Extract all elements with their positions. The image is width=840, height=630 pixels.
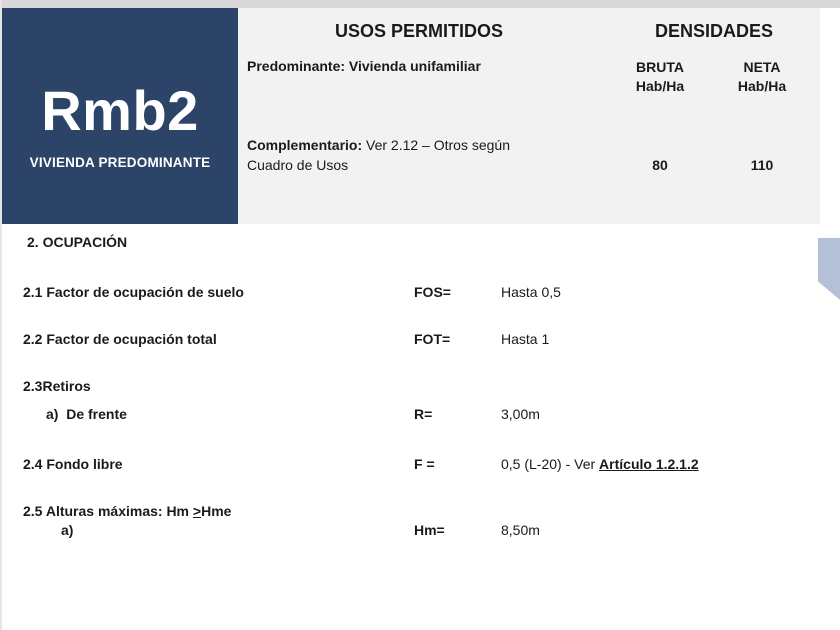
hm-value: 8,50m bbox=[501, 522, 540, 538]
predominante-text: Predominante: Vivienda unifamiliar bbox=[247, 58, 481, 74]
bruta-unit: Hab/Ha bbox=[635, 78, 685, 94]
alturas-label-pre: 2.5 Alturas máximas: Hm bbox=[23, 503, 193, 519]
neta-value: 110 bbox=[750, 157, 774, 173]
retiro-frente-value: 3,00m bbox=[501, 406, 540, 422]
retiro-frente-label: a) De frente bbox=[46, 406, 127, 422]
bruta-value: 80 bbox=[652, 157, 668, 173]
decorative-corner-shape bbox=[818, 238, 840, 300]
bruta-header bbox=[622, 58, 698, 96]
retiros-label: 2.3Retiros bbox=[23, 378, 91, 394]
fos-label: 2.1 Factor de ocupación de suelo bbox=[23, 284, 244, 300]
neta-header bbox=[724, 58, 800, 96]
fot-code: FOT= bbox=[414, 331, 451, 347]
bruta-label: BRUTA bbox=[636, 59, 684, 75]
zone-code: Rmb2 bbox=[41, 79, 199, 142]
fondo-libre-label: 2.4 Fondo libre bbox=[23, 456, 123, 472]
articulo-link[interactable]: Artículo 1.2.1.2 bbox=[599, 456, 699, 472]
altura-a-label: a) bbox=[61, 522, 74, 538]
fot-label: 2.2 Factor de ocupación total bbox=[23, 331, 217, 347]
complementario-line-1 bbox=[247, 137, 510, 153]
complementario-label: Complementario: bbox=[247, 137, 363, 153]
neta-label: NETA bbox=[743, 59, 781, 75]
alturas-label-post: Hme bbox=[201, 503, 232, 519]
fos-code: FOS= bbox=[414, 284, 451, 300]
section-title: 2. OCUPACIÓN bbox=[27, 234, 128, 250]
usos-permitidos-title: USOS PERMITIDOS bbox=[335, 21, 504, 41]
complementario-text-2: Cuadro de Usos bbox=[247, 157, 349, 173]
alturas-label bbox=[23, 503, 231, 519]
densidades-title: DENSIDADES bbox=[655, 21, 774, 41]
fondo-libre-value-text: 0,5 (L-20) - Ver bbox=[501, 456, 600, 472]
zone-subtitle: VIVIENDA PREDOMINANTE bbox=[29, 155, 211, 170]
alturas-gte-symbol: > bbox=[192, 503, 202, 519]
usos-densidades-header bbox=[238, 8, 820, 224]
fondo-libre-value bbox=[501, 456, 699, 472]
fondo-libre-code: F = bbox=[414, 456, 435, 472]
retiro-frente-code: R= bbox=[414, 406, 433, 422]
fos-value: Hasta 0,5 bbox=[501, 284, 561, 300]
complementario-text-1: Ver 2.12 – Otros según bbox=[366, 137, 510, 153]
top-frame-bar bbox=[0, 0, 840, 8]
hm-code: Hm= bbox=[414, 522, 445, 538]
fot-value: Hasta 1 bbox=[501, 331, 550, 347]
zone-badge bbox=[2, 8, 238, 224]
neta-unit: Hab/Ha bbox=[737, 78, 787, 94]
